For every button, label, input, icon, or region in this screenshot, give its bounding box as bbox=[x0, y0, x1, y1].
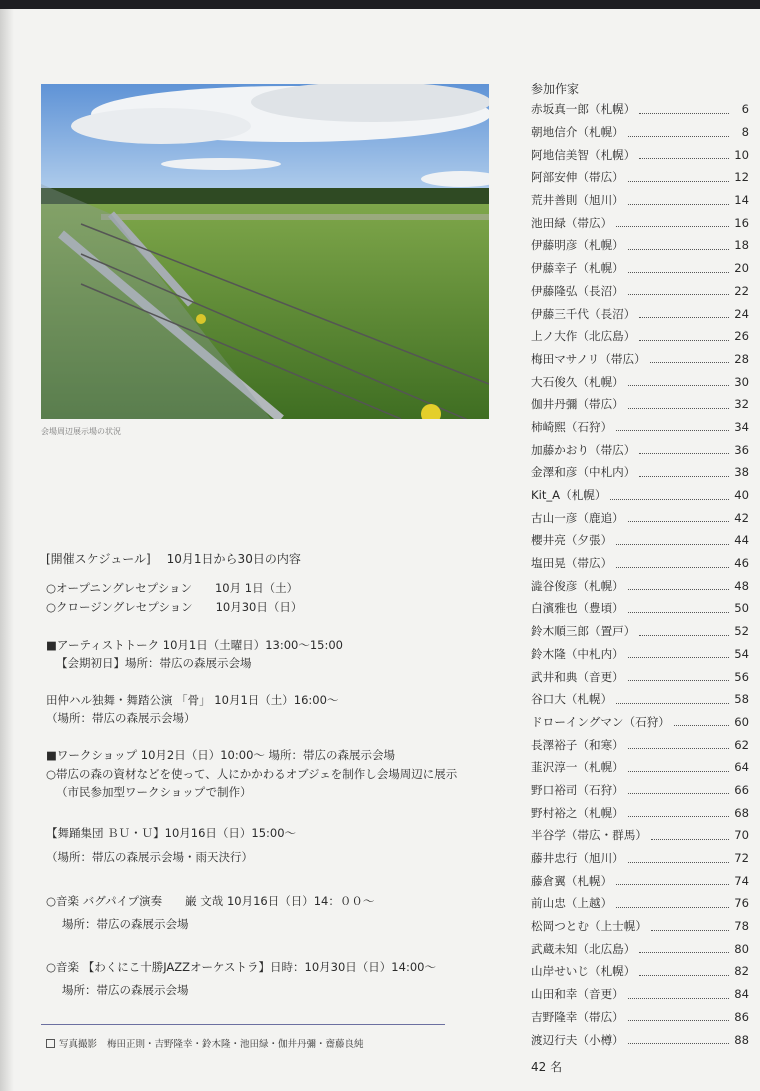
artist-page-number: 50 bbox=[734, 601, 749, 616]
artist-page-number: 64 bbox=[734, 760, 749, 775]
artist-entry bbox=[531, 688, 749, 711]
artist-page-number: 20 bbox=[734, 261, 749, 276]
artist-page-number: 32 bbox=[734, 397, 749, 412]
schedule-line: ○音楽 バグパイプ演奏 巌 文哉 10月16日（日）14：００〜 bbox=[46, 894, 375, 908]
artist-page-number: 34 bbox=[734, 419, 749, 434]
artist-name: 伊藤隆弘（長沼） bbox=[531, 283, 624, 298]
artist-name: 谷口大（札幌） bbox=[531, 692, 613, 707]
artist-name: 大石俊久（札幌） bbox=[531, 374, 624, 389]
leader-dots bbox=[628, 748, 729, 749]
artist-page-number: 88 bbox=[734, 1032, 749, 1047]
photo-credit bbox=[46, 1036, 364, 1050]
artist-name: 山田和幸（音更） bbox=[531, 987, 624, 1002]
artist-page-number: 70 bbox=[734, 828, 749, 843]
artist-page-number: 18 bbox=[734, 238, 749, 253]
leader-dots bbox=[616, 567, 729, 568]
leader-dots bbox=[628, 657, 729, 658]
leader-dots bbox=[628, 793, 729, 794]
artist-name: Kit_A（札幌） bbox=[531, 488, 607, 503]
artist-entry bbox=[531, 960, 749, 983]
artist-entry bbox=[531, 892, 749, 915]
artist-name: 上ノ大作（北広島） bbox=[531, 329, 636, 344]
artist-page-number: 14 bbox=[734, 193, 749, 208]
artist-entry bbox=[531, 98, 749, 121]
artist-name: 朝地信介（札幌） bbox=[531, 125, 624, 140]
artist-page-number: 28 bbox=[734, 351, 749, 366]
leader-dots bbox=[628, 272, 729, 273]
leader-dots bbox=[628, 136, 729, 137]
schedule-title: [開催スケジュール] bbox=[46, 552, 151, 566]
artist-name: 鈴木隆（中札内） bbox=[531, 646, 624, 661]
artist-name: 伽井丹彌（帯広） bbox=[531, 397, 624, 412]
artist-name: 鈴木順三郎（置戸） bbox=[531, 624, 636, 639]
artist-page-number: 60 bbox=[734, 714, 749, 729]
leader-dots bbox=[628, 589, 729, 590]
leader-dots bbox=[639, 476, 729, 477]
leader-dots bbox=[628, 771, 729, 772]
artist-count: 42 名 bbox=[531, 1060, 563, 1074]
artist-entry bbox=[531, 280, 749, 303]
artist-name: 山岸せいじ（札幌） bbox=[531, 964, 636, 979]
artist-entry bbox=[531, 121, 749, 144]
photo-credit-names: 梅田正則・吉野隆幸・鈴木隆・池田緑・伽井丹彌・齋藤良純 bbox=[107, 1039, 364, 1050]
schedule-line: 田仲ハル独舞・舞踏公演 「骨」 10月1日（土）16:00〜 bbox=[46, 693, 339, 707]
artist-entry bbox=[531, 461, 749, 484]
leader-dots bbox=[639, 317, 729, 318]
artist-entry bbox=[531, 937, 749, 960]
artist-entry bbox=[531, 506, 749, 529]
artist-entry bbox=[531, 166, 749, 189]
leader-dots bbox=[628, 521, 729, 522]
schedule-line: ○帯広の森の資材などを使って、人にかかわるオブジェを制作し会場周辺に展示 bbox=[46, 767, 458, 781]
artist-page-number: 8 bbox=[741, 125, 749, 140]
artist-entry bbox=[531, 733, 749, 756]
artist-name: 韮沢淳一（札幌） bbox=[531, 760, 624, 775]
leader-dots bbox=[628, 408, 729, 409]
leader-dots bbox=[616, 544, 729, 545]
leader-dots bbox=[639, 975, 729, 976]
leader-dots bbox=[639, 952, 729, 953]
artist-page-number: 82 bbox=[734, 964, 749, 979]
artist-name: 池田緑（帯広） bbox=[531, 215, 613, 230]
leader-dots bbox=[628, 294, 729, 295]
artist-entry bbox=[531, 438, 749, 461]
artist-page-number: 26 bbox=[734, 329, 749, 344]
artist-entry bbox=[531, 257, 749, 280]
artist-entry bbox=[531, 756, 749, 779]
leader-dots bbox=[616, 226, 729, 227]
artist-name: 古山一彦（鹿追） bbox=[531, 510, 624, 525]
artist-page-number: 42 bbox=[734, 510, 749, 525]
schedule-line: ○音楽 【わくにこ十勝JAZZオーケストラ】日時：10月30日（日）14:00〜 bbox=[46, 960, 436, 974]
artist-page-number: 86 bbox=[734, 1009, 749, 1024]
leader-dots bbox=[639, 113, 729, 114]
artists-title: 参加作家 bbox=[531, 82, 580, 96]
leader-dots bbox=[628, 1043, 729, 1044]
artist-entry bbox=[531, 302, 749, 325]
artist-entry bbox=[531, 325, 749, 348]
footer-divider bbox=[41, 1024, 445, 1025]
artist-name: 藤倉翼（札幌） bbox=[531, 873, 613, 888]
artist-name: 前山忠（上越） bbox=[531, 896, 613, 911]
artist-name: 松岡つとむ（上士幌） bbox=[531, 919, 647, 934]
artist-page-number: 12 bbox=[734, 170, 749, 185]
artist-entry bbox=[531, 416, 749, 439]
artist-entry bbox=[531, 370, 749, 393]
artist-entry bbox=[531, 143, 749, 166]
schedule-line: 場所：帯広の森展示会場 bbox=[62, 983, 189, 997]
artist-name: 伊藤明彦（札幌） bbox=[531, 238, 624, 253]
artist-entry bbox=[531, 779, 749, 802]
photo-caption: 会場周辺展示場の状況 bbox=[41, 427, 121, 436]
artist-name: 野村裕之（札幌） bbox=[531, 805, 624, 820]
schedule-line: ■ワークショップ 10月2日（日）10:00〜 場所：帯広の森展示会場 bbox=[46, 748, 396, 762]
leader-dots bbox=[639, 340, 729, 341]
artist-page-number: 74 bbox=[734, 873, 749, 888]
artist-page-number: 48 bbox=[734, 578, 749, 593]
artist-name: 白濱雅也（豊頃） bbox=[531, 601, 624, 616]
artist-page-number: 6 bbox=[741, 102, 749, 117]
artist-entry bbox=[531, 915, 749, 938]
artist-page-number: 56 bbox=[734, 669, 749, 684]
artist-page-number: 54 bbox=[734, 646, 749, 661]
artist-name: 阿部安伸（帯広） bbox=[531, 170, 624, 185]
artist-name: 長澤裕子（和寒） bbox=[531, 737, 624, 752]
artist-entry bbox=[531, 393, 749, 416]
leader-dots bbox=[616, 907, 729, 908]
artist-entry bbox=[531, 348, 749, 371]
artist-entry bbox=[531, 620, 749, 643]
artist-name: 赤坂真一郎（札幌） bbox=[531, 102, 636, 117]
leader-dots bbox=[674, 725, 729, 726]
artist-name: 藤井忠行（旭川） bbox=[531, 851, 624, 866]
leader-dots bbox=[616, 703, 729, 704]
artist-entry bbox=[531, 665, 749, 688]
artist-page-number: 52 bbox=[734, 624, 749, 639]
artist-page-number: 72 bbox=[734, 851, 749, 866]
artist-entry bbox=[531, 983, 749, 1006]
artist-list bbox=[531, 98, 749, 1051]
field-fence-photo bbox=[41, 84, 489, 419]
leader-dots bbox=[639, 635, 729, 636]
schedule-line: 【会期初日】場所：帯広の森展示会場 bbox=[56, 656, 252, 670]
artist-name: 伊藤三千代（長沼） bbox=[531, 306, 636, 321]
artist-name: 荒井善則（旭川） bbox=[531, 193, 624, 208]
artist-page-number: 66 bbox=[734, 782, 749, 797]
schedule-line: 場所：帯広の森展示会場 bbox=[62, 917, 189, 931]
artist-entry bbox=[531, 234, 749, 257]
artist-page-number: 10 bbox=[734, 147, 749, 162]
schedule-line: （場所：帯広の森展示会場・雨天決行） bbox=[46, 850, 253, 864]
leader-dots bbox=[610, 499, 729, 500]
photo-credit-label: 写真撮影 bbox=[59, 1039, 98, 1050]
leader-dots bbox=[650, 362, 729, 363]
leader-dots bbox=[628, 680, 729, 681]
artist-page-number: 36 bbox=[734, 442, 749, 457]
artist-page-number: 78 bbox=[734, 919, 749, 934]
artist-entry bbox=[531, 869, 749, 892]
artist-entry bbox=[531, 574, 749, 597]
artist-name: 武蔵未知（北広島） bbox=[531, 941, 636, 956]
artist-page-number: 44 bbox=[734, 533, 749, 548]
artist-page-number: 46 bbox=[734, 556, 749, 571]
artist-page-number: 62 bbox=[734, 737, 749, 752]
artist-entry bbox=[531, 552, 749, 575]
artist-entry bbox=[531, 484, 749, 507]
leader-dots bbox=[616, 430, 729, 431]
artist-page-number: 76 bbox=[734, 896, 749, 911]
artist-entry bbox=[531, 1028, 749, 1051]
schedule-line: ○オープニングレセプション 10月 1日（土） bbox=[46, 581, 299, 595]
leader-dots bbox=[628, 385, 729, 386]
artist-name: 吉野隆幸（帯広） bbox=[531, 1009, 624, 1024]
artist-page-number: 38 bbox=[734, 465, 749, 480]
artist-page-number: 30 bbox=[734, 374, 749, 389]
artist-page-number: 58 bbox=[734, 692, 749, 707]
artist-entry bbox=[531, 824, 749, 847]
schedule-line: ■アーティストトーク 10月1日（土曜日）13:00〜15:00 bbox=[46, 638, 343, 652]
artist-entry bbox=[531, 801, 749, 824]
artist-name: 阿地信美智（札幌） bbox=[531, 147, 636, 162]
artist-name: 野口裕司（石狩） bbox=[531, 782, 624, 797]
schedule-line: （市民参加型ワークショップで制作） bbox=[56, 785, 252, 799]
page-gutter-shadow bbox=[0, 9, 14, 1091]
leader-dots bbox=[628, 862, 729, 863]
artist-entry bbox=[531, 643, 749, 666]
artist-entry bbox=[531, 597, 749, 620]
artist-page-number: 40 bbox=[734, 488, 749, 503]
artist-name: 梅田マサノリ（帯広） bbox=[531, 351, 646, 366]
schedule-line: （場所：帯広の森展示会場） bbox=[46, 711, 196, 725]
leader-dots bbox=[651, 930, 729, 931]
artist-name: 伊藤幸子（札幌） bbox=[531, 261, 624, 276]
artist-entry bbox=[531, 711, 749, 734]
artist-name: ドローイングマン（石狩） bbox=[531, 714, 670, 729]
leader-dots bbox=[628, 816, 729, 817]
artist-page-number: 80 bbox=[734, 941, 749, 956]
artist-name: 塩田晃（帯広） bbox=[531, 556, 613, 571]
schedule-period: 10月1日から30日の内容 bbox=[166, 552, 301, 566]
schedule-line: 【舞踊集団 ＢＵ・Ｕ】10月16日（日）15:00〜 bbox=[46, 826, 297, 840]
leader-dots bbox=[628, 612, 729, 613]
leader-dots bbox=[628, 181, 729, 182]
artist-page-number: 22 bbox=[734, 283, 749, 298]
leader-dots bbox=[639, 453, 729, 454]
artist-entry bbox=[531, 529, 749, 552]
artist-entry bbox=[531, 1006, 749, 1029]
artist-entry bbox=[531, 847, 749, 870]
artist-page-number: 84 bbox=[734, 987, 749, 1002]
artist-name: 澁谷俊彦（札幌） bbox=[531, 578, 624, 593]
artist-name: 武井和典（音更） bbox=[531, 669, 624, 684]
schedule-heading bbox=[46, 550, 317, 567]
artist-page-number: 16 bbox=[734, 215, 749, 230]
artist-name: 金澤和彦（中札内） bbox=[531, 465, 636, 480]
artist-page-number: 68 bbox=[734, 805, 749, 820]
leader-dots bbox=[628, 204, 729, 205]
artist-name: 半谷学（帯広・群馬） bbox=[531, 828, 647, 843]
checkbox-square-icon bbox=[46, 1039, 55, 1048]
leader-dots bbox=[616, 884, 729, 885]
artist-entry bbox=[531, 189, 749, 212]
artist-name: 渡辺行夫（小樽） bbox=[531, 1032, 624, 1047]
artist-page-number: 24 bbox=[734, 306, 749, 321]
field-fence-image bbox=[41, 84, 489, 419]
leader-dots bbox=[651, 839, 729, 840]
artist-name: 櫻井亮（夕張） bbox=[531, 533, 613, 548]
leader-dots bbox=[628, 1020, 729, 1021]
leader-dots bbox=[628, 998, 729, 999]
leader-dots bbox=[628, 249, 729, 250]
page-top-edge bbox=[0, 0, 760, 9]
artist-entry bbox=[531, 211, 749, 234]
artist-name: 柿崎熙（石狩） bbox=[531, 419, 613, 434]
schedule-line: ○クロージングレセプション 10月30日（日） bbox=[46, 600, 303, 614]
artist-name: 加藤かおり（帯広） bbox=[531, 442, 636, 457]
leader-dots bbox=[639, 158, 729, 159]
